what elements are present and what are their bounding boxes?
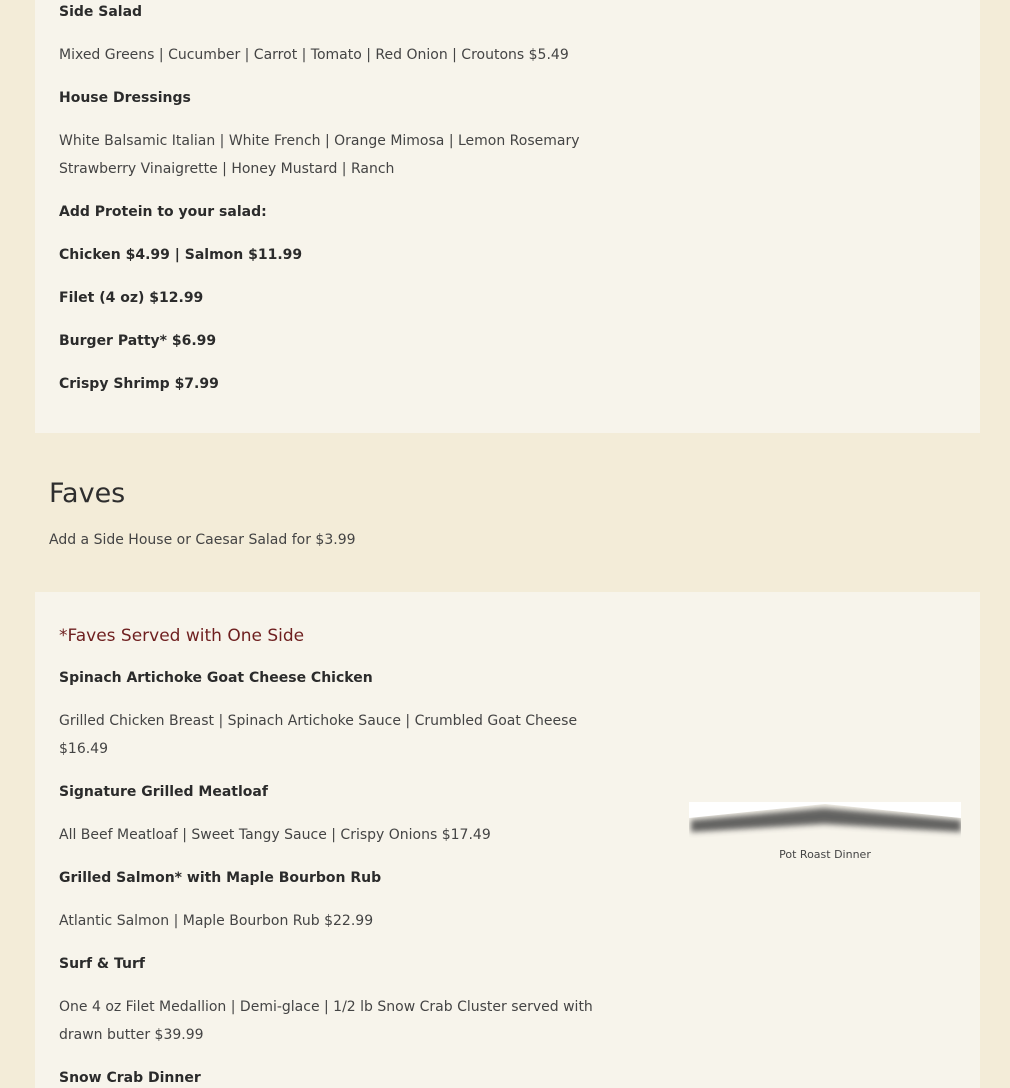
faves-heading: Faves xyxy=(49,478,126,509)
menu-item-description: Atlantic Salmon | Maple Bourbon Rub $22.99 xyxy=(59,913,374,929)
faves-section xyxy=(35,592,980,1088)
side-salad-title: Side Salad xyxy=(59,4,143,20)
dressings-line-2: Strawberry Vinaigrette | Honey Mustard | Ranch xyxy=(59,161,395,177)
faves-subtitle: Add a Side House or Caesar Salad for $3.99 xyxy=(49,532,356,548)
photo-caption: Pot Roast Dinner xyxy=(779,848,871,861)
add-protein-title: Add Protein to your salad: xyxy=(59,204,267,220)
menu-item-name: Snow Crab Dinner xyxy=(59,1070,201,1086)
menu-item-name: Surf & Turf xyxy=(59,956,145,972)
menu-item-description: One 4 oz Filet Medallion | Demi-glace | 1/2 lb Snow Crab Cluster served with xyxy=(59,999,593,1015)
protein-option: Burger Patty* $6.99 xyxy=(59,333,217,349)
menu-item-name: Spinach Artichoke Goat Cheese Chicken xyxy=(59,670,373,686)
menu-item-price: $16.49 xyxy=(59,741,108,757)
menu-item-description: All Beef Meatloaf | Sweet Tangy Sauce | Crispy Onions $17.49 xyxy=(59,827,491,843)
protein-option: Filet (4 oz) $12.99 xyxy=(59,290,204,306)
menu-item-description: drawn butter $39.99 xyxy=(59,1027,204,1043)
house-dressings-title: House Dressings xyxy=(59,90,191,106)
menu-item-name: Signature Grilled Meatloaf xyxy=(59,784,268,800)
menu-item-name: Grilled Salmon* with Maple Bourbon Rub xyxy=(59,870,382,886)
salad-section xyxy=(35,0,980,433)
dressings-line-1: White Balsamic Italian | White French | Orange Mimosa | Lemon Rosemary xyxy=(59,133,580,149)
side-salad-description: Mixed Greens | Cucumber | Carrot | Tomato | Red Onion | Croutons $5.49 xyxy=(59,47,569,63)
pot-roast-photo xyxy=(689,802,961,820)
faves-section-heading: *Faves Served with One Side xyxy=(59,626,305,646)
menu-item-description: Grilled Chicken Breast | Spinach Artichoke Sauce | Crumbled Goat Cheese xyxy=(59,713,578,729)
protein-option: Crispy Shrimp $7.99 xyxy=(59,376,219,392)
protein-option: Chicken $4.99 | Salmon $11.99 xyxy=(59,247,303,263)
